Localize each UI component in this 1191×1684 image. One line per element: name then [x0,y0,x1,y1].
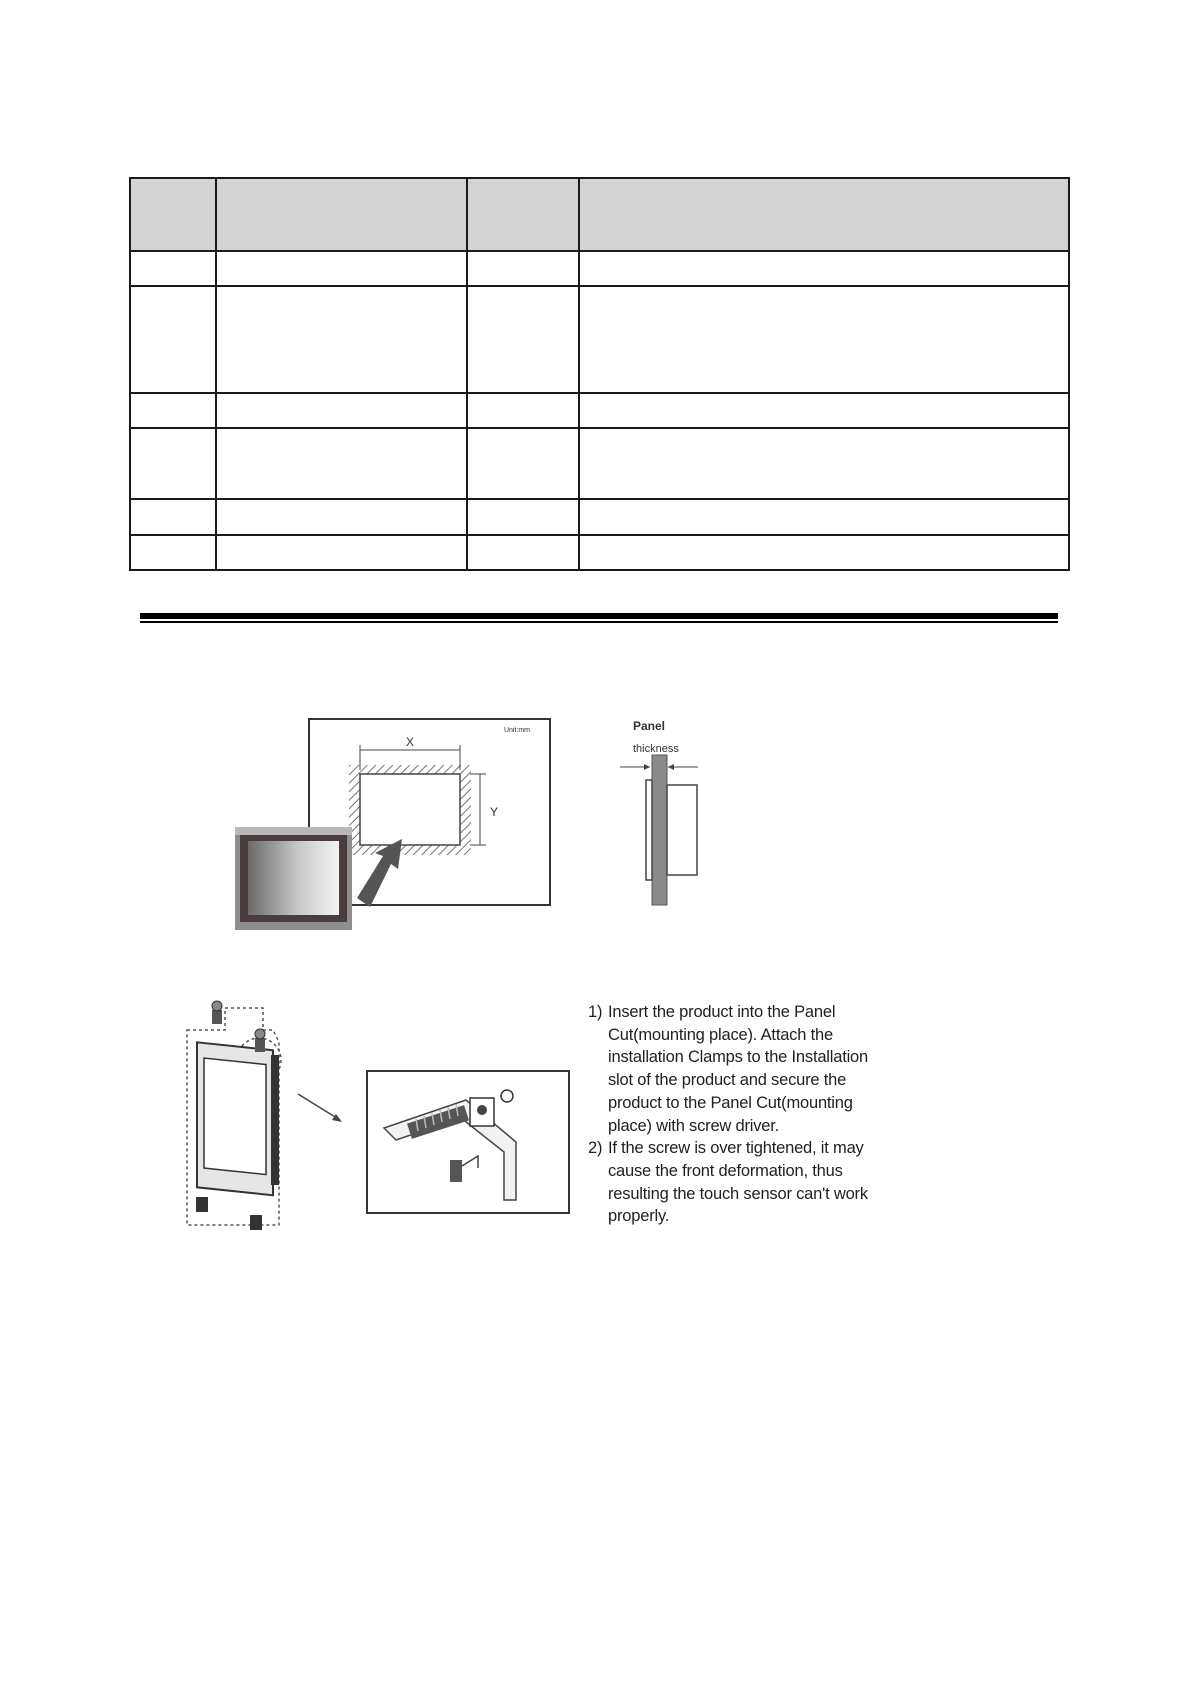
table-row [130,393,1069,428]
section-divider [140,613,1058,623]
clamp-installation-diagram [175,1000,295,1235]
divider-thick-line [140,613,1058,619]
installed-clamp-icon [450,1160,462,1182]
table-cell [579,251,1069,286]
screw-icon [501,1090,513,1102]
panel-label: Panel [633,719,666,733]
installation-instructions [588,1001,888,1228]
table-cell [130,286,216,393]
table-row [130,499,1069,534]
table-cell [467,428,579,500]
table-cell [130,393,216,428]
bottom-clamp-icon [196,1197,208,1212]
table-header-cell [130,178,216,251]
panel-cutout-diagram [230,715,555,933]
table-header-row [130,178,1069,251]
bottom-right-clamp-icon [250,1215,262,1230]
table-cell [130,535,216,570]
dimension-x-label: X [405,735,415,749]
thickness-label: thickness [633,743,679,755]
step-text: If the screw is over tightened, it may cause the front deformation, thus resulting the touch sensor can't work properly. [608,1139,868,1226]
step-number: 1) [588,1003,603,1021]
step-text: Insert the product into the Panel Cut(mounting place). Attach the installation Clamps to the Installation slot of the product and secure the product to the Panel Cut(mounting place) with screw driver. [608,1003,869,1135]
table-cell [467,393,579,428]
table-cell [467,499,579,534]
device-side [271,1055,279,1185]
top-right-clamp-icon [255,1038,265,1052]
table-cell [579,499,1069,534]
table-cell [216,499,467,534]
instruction-step [588,1137,888,1228]
instruction-step [588,1001,888,1137]
table-cell [216,393,467,428]
table-row [130,286,1069,393]
device-front-bezel [646,780,652,880]
table-cell [579,535,1069,570]
table-cell [467,286,579,393]
table-row [130,251,1069,286]
table-cell [467,251,579,286]
table-cell [467,535,579,570]
device-screen [248,841,339,915]
table-cell [579,428,1069,500]
device-body-side [667,785,697,875]
table-cell [216,535,467,570]
table-row [130,535,1069,570]
table-cell [216,251,467,286]
direction-arrow-icon [296,1092,346,1126]
clamp-detail-diagram [366,1070,570,1214]
table-cell [216,286,467,393]
table-cell [216,428,467,500]
table-row [130,428,1069,500]
detail-frame [367,1071,569,1213]
table-cell [579,286,1069,393]
panel-section [652,755,667,905]
table-cell [579,393,1069,428]
dimension-y-label: Y [490,805,499,819]
panel-thickness-diagram [620,715,735,913]
step-number: 2) [588,1139,603,1158]
table-header-cell [467,178,579,251]
table-header-cell [216,178,467,251]
cutout-opening [360,774,460,845]
divider-thin-line [140,621,1058,623]
table-cell [130,499,216,534]
table-cell [130,428,216,500]
table-header-cell [579,178,1069,251]
device-screen-outline [204,1058,266,1175]
table-cell [130,251,216,286]
top-clamp-icon [212,1010,222,1024]
spec-table [129,177,1070,571]
unit-label: Unit:mm [503,727,530,734]
